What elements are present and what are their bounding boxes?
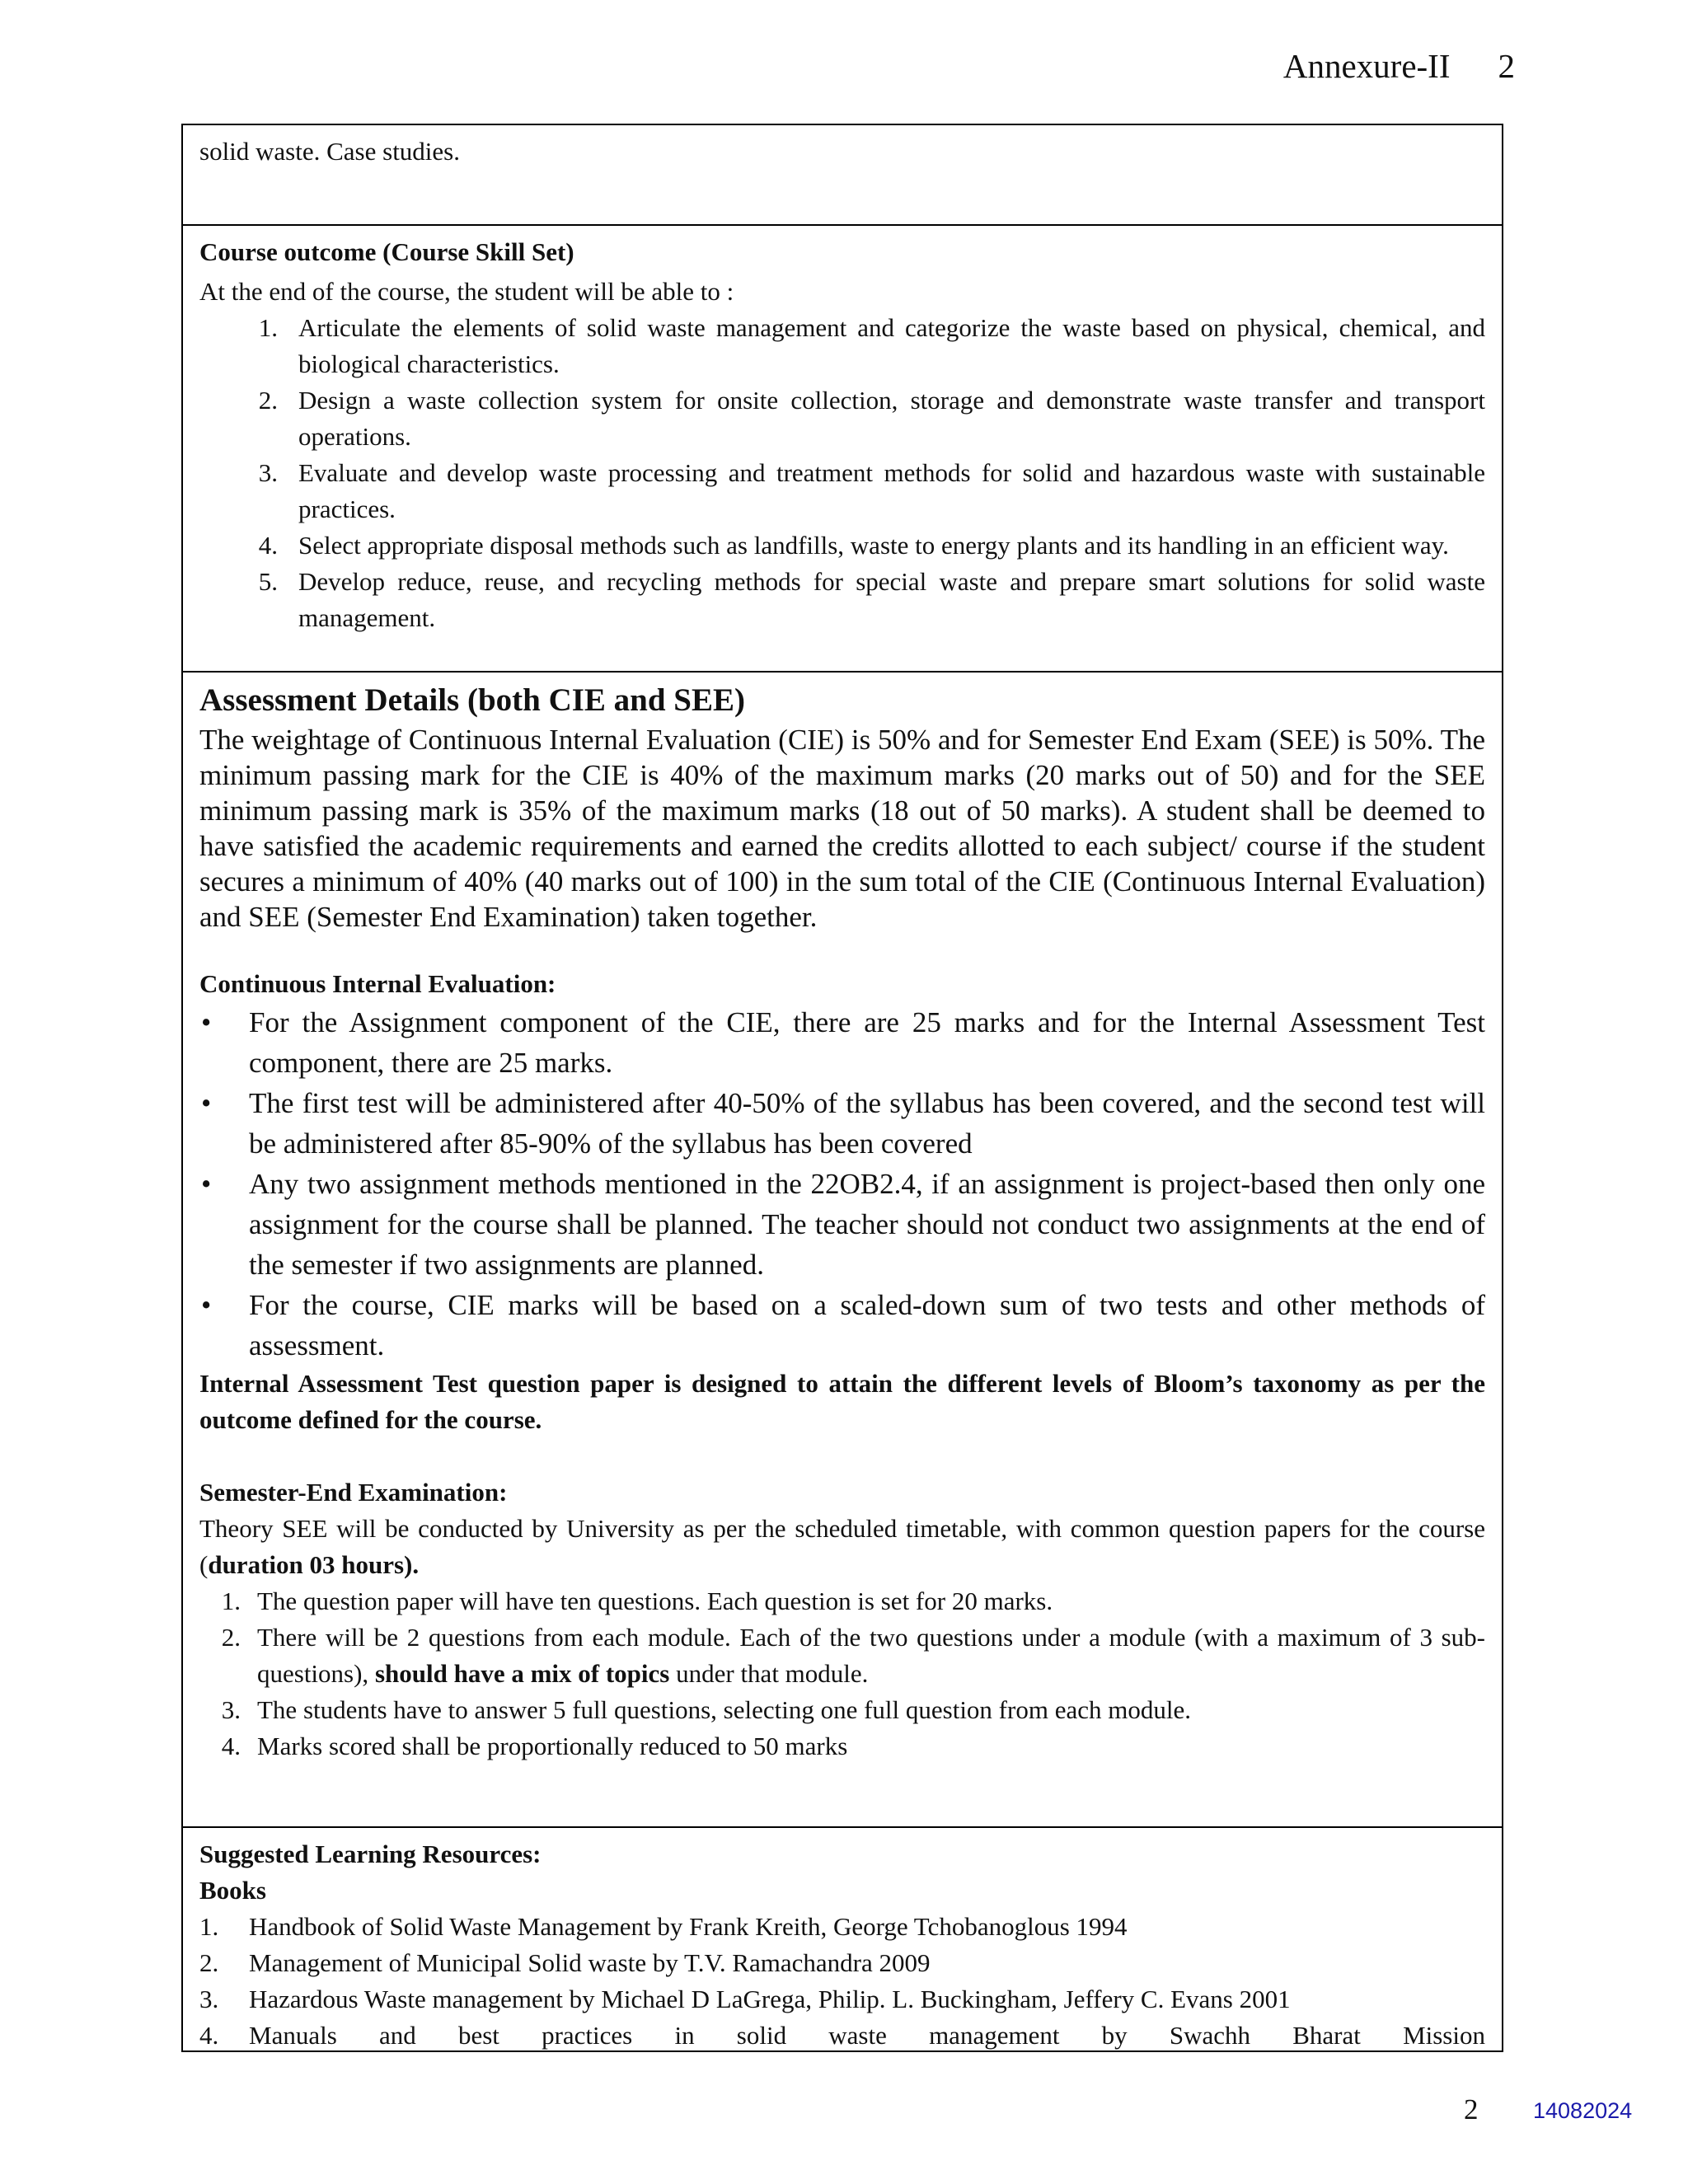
bullet: • [201, 1168, 212, 1200]
list-number: 3. [221, 1695, 241, 1724]
list-text: Hazardous Waste management by Michael D LaGrega, Philip. L. Buckingham, Jeffery C. Evans 2001 [249, 1985, 1291, 2013]
resources-heading: Suggested Learning Resources: [199, 1840, 542, 1868]
list-number: 5. [258, 567, 278, 596]
list-item [199, 1619, 1485, 1692]
list-text: The first test will be administered after 40-50% of the syllabus has been covered, and the second test will be administered after 85-90% of the syllabus has been covered [249, 1087, 1485, 1160]
see-duration: duration 03 hours). [208, 1550, 420, 1579]
list-text: Design a waste collection system for onsite collection, storage and demonstrate waste transfer and transport operations. [298, 386, 1485, 451]
continuation-cell [181, 124, 1503, 226]
list-text: Marks scored shall be proportionally reduced to 50 marks [257, 1732, 848, 1760]
list-number: 2. [258, 386, 278, 415]
books-heading: Books [199, 1876, 266, 1905]
list-item [199, 527, 1485, 564]
list-item [199, 1164, 1485, 1285]
list-item [199, 2018, 1485, 2054]
list-text: Develop reduce, reuse, and recycling methods for special waste and prepare smart solutions for solid waste management. [298, 567, 1485, 632]
cie-heading: Continuous Internal Evaluation: [199, 969, 556, 998]
course-outcome-intro: At the end of the course, the student will be able to : [199, 277, 734, 306]
list-item [199, 1285, 1485, 1366]
list-item [199, 1728, 1485, 1765]
list-number: 4. [199, 2021, 219, 2050]
annexure-title: Annexure-II [1282, 47, 1451, 85]
footer-page-number: 2 [1464, 2093, 1479, 2125]
list-text: The students have to answer 5 full questions, selecting one full question from each module. [257, 1695, 1191, 1724]
bullet: • [201, 1087, 212, 1119]
list-item [199, 1692, 1485, 1728]
list-item [199, 1583, 1485, 1619]
list-number: 3. [199, 1985, 219, 2013]
list-text: Any two assignment methods mentioned in the 22OB2.4, if an assignment is project-based then only one assignment for the course shall be planned. The teacher should not conduct two assignments at the end of the semester if two assignments are planned. [249, 1168, 1485, 1281]
list-text: For the Assignment component of the CIE, there are 25 marks and for the Internal Assessment Test component, there are 25 marks. [249, 1006, 1485, 1079]
bullet: • [201, 1289, 212, 1321]
see-intro [199, 1511, 1485, 1583]
list-item [199, 1909, 1485, 1945]
list-number: 2. [221, 1623, 241, 1652]
list-number: 1. [199, 1912, 219, 1941]
books-list [199, 1909, 1485, 2054]
list-item [199, 310, 1485, 382]
list-text-emphasis: should have a mix of topics [374, 1659, 670, 1688]
course-outcome-heading: Course outcome (Course Skill Set) [199, 237, 574, 266]
list-item [199, 1002, 1485, 1083]
see-heading: Semester-End Examination: [199, 1478, 508, 1507]
list-item [199, 1083, 1485, 1164]
cie-list [199, 1002, 1485, 1366]
assessment-paragraph: The weightage of Continuous Internal Evaluation (CIE) is 50% and for Semester End Exam (SEE) is 50%. The minimum passing mark for the CIE is 40% of the maximum marks (20 marks out of 50) and for the SEE minimum passing mark is 35% of the maximum marks (18 out of 50 marks). A student shall be deemed to have satisfied the academic requirements and earned the credits allotted to each subject/ course if the student secures a minimum of 40% (40 marks out of 100) in the sum total of the CIE (Continuous Internal Evaluation) and SEE (Semester End Examination) taken together. [199, 724, 1485, 933]
syllabus-table [181, 124, 1503, 2052]
list-number: 1. [258, 313, 278, 342]
course-outcome-cell [181, 226, 1503, 673]
footer-document-code: 14082024 [1533, 2098, 1633, 2123]
list-text: The question paper will have ten questions. Each question is set for 20 marks. [257, 1586, 1053, 1615]
list-text: under that module. [669, 1659, 869, 1688]
resources-cell [181, 1828, 1503, 2052]
continuation-text: solid waste. Case studies. [199, 137, 460, 166]
iat-note: Internal Assessment Test question paper is designed to attain the different levels of Bloom’s taxonomy as per the outcome defined for the course. [199, 1369, 1485, 1434]
list-number: 2. [199, 1948, 219, 1977]
list-number: 4. [258, 531, 278, 560]
list-text: Articulate the elements of solid waste management and categorize the waste based on physical, chemical, and biological characteristics. [298, 313, 1485, 378]
list-number: 1. [221, 1586, 241, 1615]
bullet: • [201, 1006, 212, 1038]
list-text: Management of Municipal Solid waste by T.V. Ramachandra 2009 [249, 1948, 931, 1977]
list-text: Manuals and best practices in solid waste management by Swachh Bharat Mission [249, 2021, 1485, 2050]
page-header [1283, 46, 1515, 86]
list-item [199, 1945, 1485, 1981]
list-item [199, 564, 1485, 636]
list-text: Handbook of Solid Waste Management by Frank Kreith, George Tchobanoglous 1994 [249, 1912, 1128, 1941]
list-item [199, 455, 1485, 527]
list-text: Select appropriate disposal methods such as landfills, waste to energy plants and its handling in an efficient way. [298, 531, 1449, 560]
list-text: Evaluate and develop waste processing and treatment methods for solid and hazardous waste with sustainable practices. [298, 458, 1485, 523]
list-item [199, 382, 1485, 455]
list-number: 4. [221, 1732, 241, 1760]
list-text: There will be 2 questions from each module. Each of the two questions under a module (with a maximum of 3 sub-questions), [257, 1623, 1485, 1688]
see-intro-text: Theory SEE will be conducted by University as per the scheduled timetable, with common question papers for the course ( [199, 1514, 1485, 1579]
header-page-number: 2 [1498, 47, 1515, 85]
list-number: 3. [258, 458, 278, 487]
assessment-cell [181, 673, 1503, 1828]
assessment-heading: Assessment Details (both CIE and SEE) [199, 682, 746, 718]
see-list [199, 1583, 1485, 1765]
course-outcome-list [199, 310, 1485, 636]
list-item [199, 1981, 1485, 2018]
list-text: For the course, CIE marks will be based on a scaled-down sum of two tests and other methods of assessment. [249, 1289, 1485, 1361]
